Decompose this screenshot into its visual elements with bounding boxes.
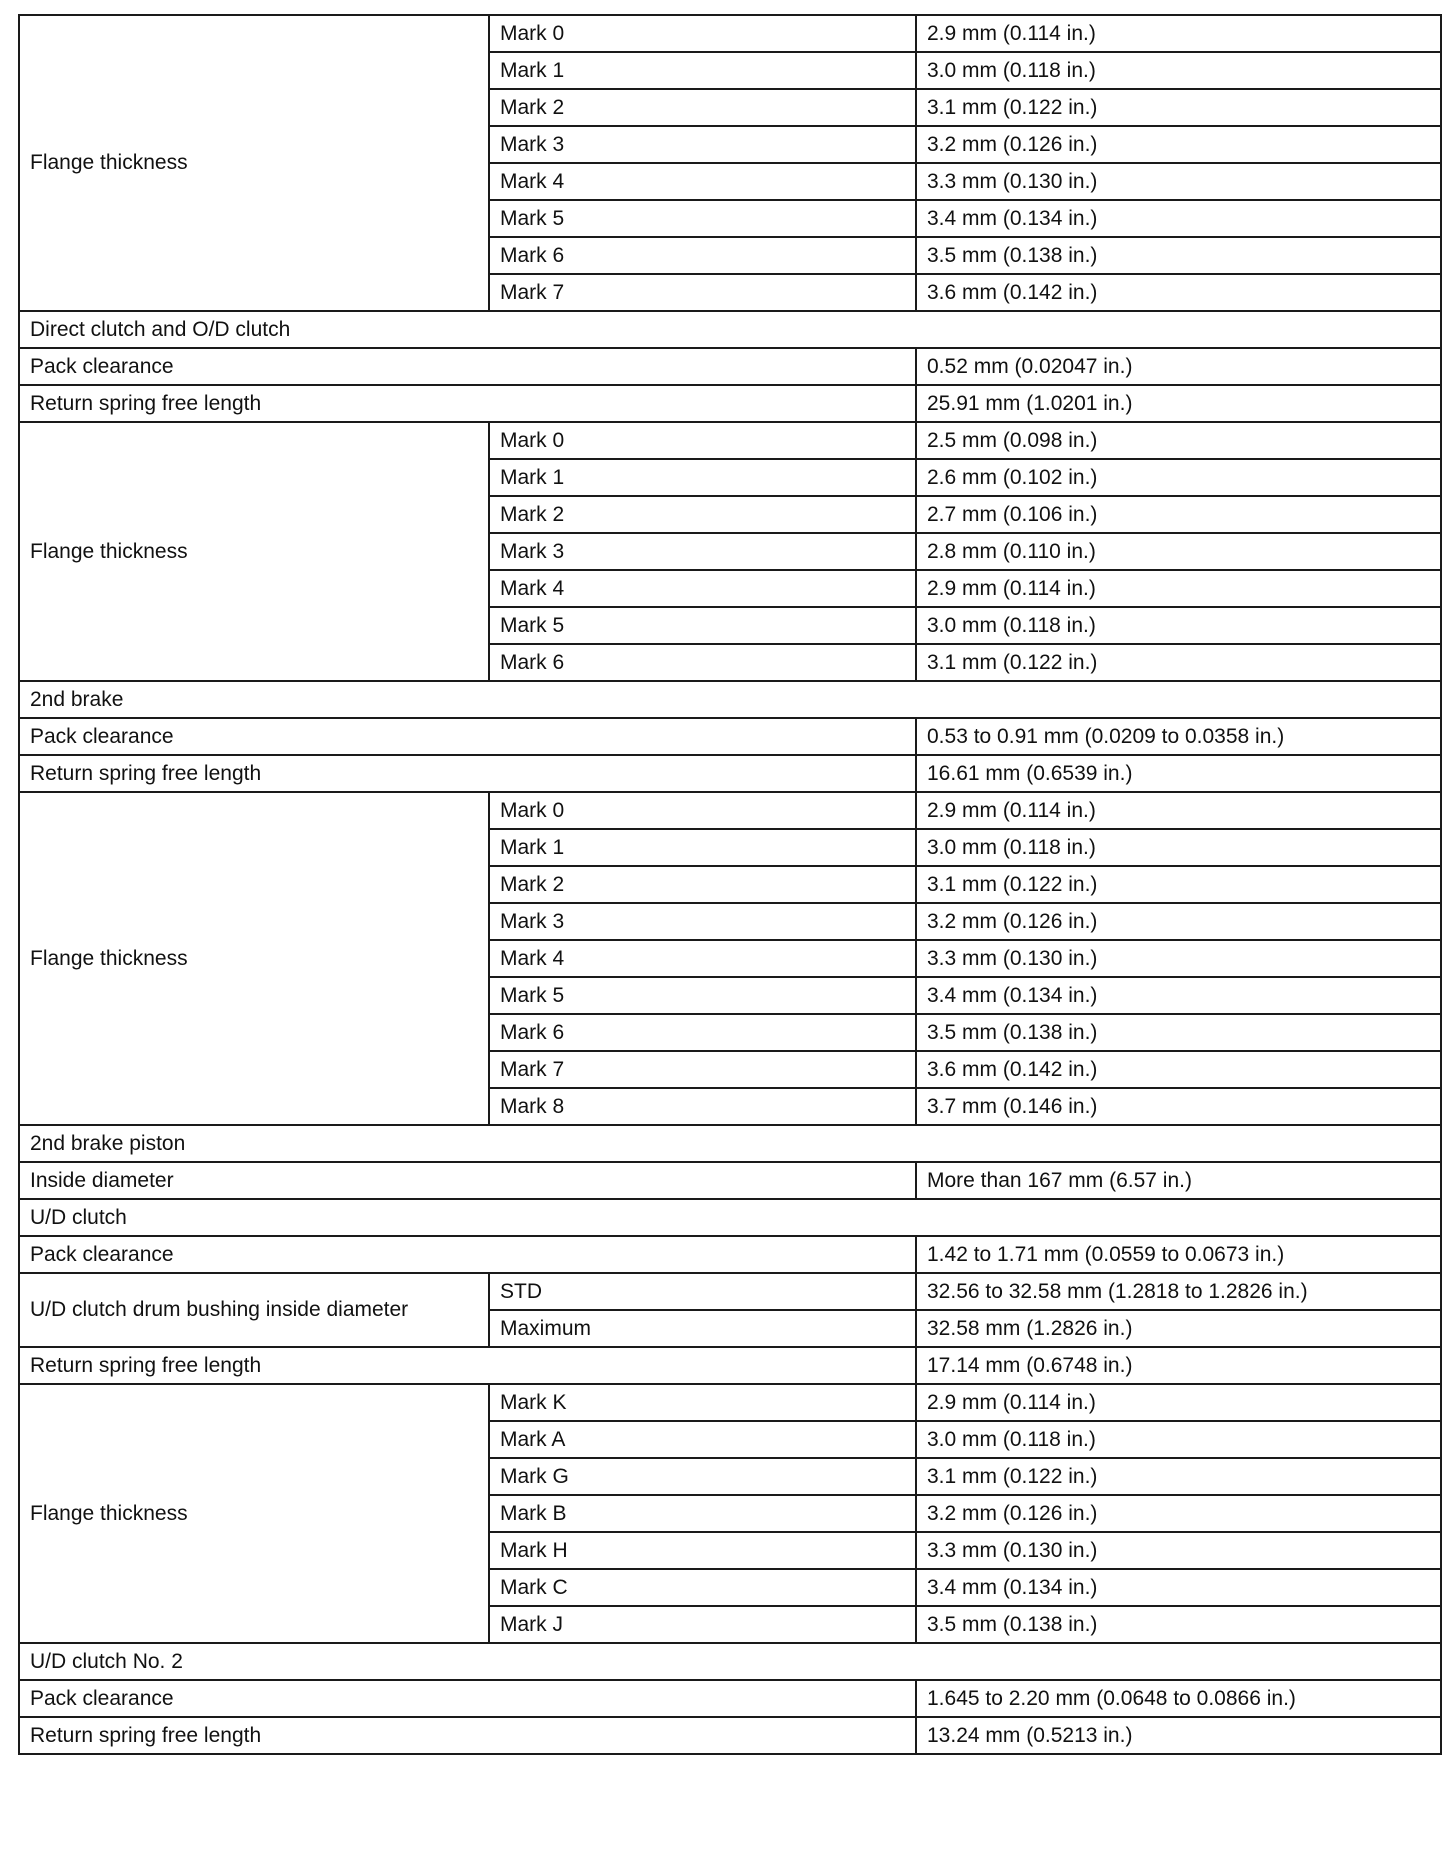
section-heading: U/D clutch <box>19 1199 1441 1236</box>
spec-value: 3.1 mm (0.122 in.) <box>916 1458 1441 1495</box>
spec-group-label: Flange thickness <box>19 1384 489 1643</box>
spec-mark: Mark 3 <box>489 126 916 163</box>
spec-value: 3.0 mm (0.118 in.) <box>916 1421 1441 1458</box>
spec-value: 17.14 mm (0.6748 in.) <box>916 1347 1441 1384</box>
spec-mark: Mark 0 <box>489 15 916 52</box>
spec-value: 3.1 mm (0.122 in.) <box>916 89 1441 126</box>
spec-value: 1.42 to 1.71 mm (0.0559 to 0.0673 in.) <box>916 1236 1441 1273</box>
spec-value: 3.2 mm (0.126 in.) <box>916 126 1441 163</box>
spec-mark: Mark 1 <box>489 52 916 89</box>
spec-value: 3.5 mm (0.138 in.) <box>916 237 1441 274</box>
spec-mark: Mark 4 <box>489 163 916 200</box>
spec-mark: Mark 1 <box>489 459 916 496</box>
spec-row <box>19 1384 1441 1421</box>
spec-mark: Mark 2 <box>489 496 916 533</box>
spec-row <box>19 718 1441 755</box>
spec-mark: Mark 5 <box>489 977 916 1014</box>
specification-table <box>18 14 1442 1755</box>
spec-value: 0.53 to 0.91 mm (0.0209 to 0.0358 in.) <box>916 718 1441 755</box>
spec-value: 3.2 mm (0.126 in.) <box>916 903 1441 940</box>
spec-value: 2.9 mm (0.114 in.) <box>916 1384 1441 1421</box>
section-row <box>19 681 1441 718</box>
spec-value: 3.7 mm (0.146 in.) <box>916 1088 1441 1125</box>
spec-mark: STD <box>489 1273 916 1310</box>
spec-row <box>19 422 1441 459</box>
spec-row <box>19 1236 1441 1273</box>
spec-value: 3.4 mm (0.134 in.) <box>916 1569 1441 1606</box>
spec-value: 16.61 mm (0.6539 in.) <box>916 755 1441 792</box>
section-row <box>19 1125 1441 1162</box>
section-heading: 2nd brake <box>19 681 1441 718</box>
section-heading: Direct clutch and O/D clutch <box>19 311 1441 348</box>
spec-group-label: U/D clutch drum bushing inside diameter <box>19 1273 489 1347</box>
spec-value: 3.1 mm (0.122 in.) <box>916 866 1441 903</box>
spec-value: 32.56 to 32.58 mm (1.2818 to 1.2826 in.) <box>916 1273 1441 1310</box>
spec-value: 3.4 mm (0.134 in.) <box>916 977 1441 1014</box>
spec-value: 25.91 mm (1.0201 in.) <box>916 385 1441 422</box>
section-row <box>19 311 1441 348</box>
spec-value: 3.0 mm (0.118 in.) <box>916 829 1441 866</box>
spec-value: 2.9 mm (0.114 in.) <box>916 15 1441 52</box>
spec-mark: Mark B <box>489 1495 916 1532</box>
spec-mark: Maximum <box>489 1310 916 1347</box>
spec-mark: Mark K <box>489 1384 916 1421</box>
section-row <box>19 1643 1441 1680</box>
spec-mark: Mark 0 <box>489 422 916 459</box>
spec-label: Pack clearance <box>19 718 916 755</box>
spec-row <box>19 385 1441 422</box>
spec-mark: Mark 4 <box>489 570 916 607</box>
spec-mark: Mark 8 <box>489 1088 916 1125</box>
spec-mark: Mark 2 <box>489 866 916 903</box>
spec-value: 2.8 mm (0.110 in.) <box>916 533 1441 570</box>
spec-value: 1.645 to 2.20 mm (0.0648 to 0.0866 in.) <box>916 1680 1441 1717</box>
spec-value: 2.9 mm (0.114 in.) <box>916 570 1441 607</box>
spec-mark: Mark 6 <box>489 237 916 274</box>
spec-mark: Mark H <box>489 1532 916 1569</box>
spec-mark: Mark 3 <box>489 533 916 570</box>
spec-mark: Mark J <box>489 1606 916 1643</box>
spec-row <box>19 1273 1441 1310</box>
spec-value: 2.6 mm (0.102 in.) <box>916 459 1441 496</box>
spec-value: 3.5 mm (0.138 in.) <box>916 1606 1441 1643</box>
spec-value: 3.6 mm (0.142 in.) <box>916 1051 1441 1088</box>
spec-row <box>19 755 1441 792</box>
spec-mark: Mark C <box>489 1569 916 1606</box>
spec-mark: Mark A <box>489 1421 916 1458</box>
spec-value: 3.1 mm (0.122 in.) <box>916 644 1441 681</box>
section-row <box>19 1199 1441 1236</box>
spec-mark: Mark 7 <box>489 1051 916 1088</box>
spec-value: 3.0 mm (0.118 in.) <box>916 52 1441 89</box>
spec-value: 32.58 mm (1.2826 in.) <box>916 1310 1441 1347</box>
spec-row <box>19 15 1441 52</box>
spec-value: 0.52 mm (0.02047 in.) <box>916 348 1441 385</box>
spec-value: 3.3 mm (0.130 in.) <box>916 940 1441 977</box>
spec-label: Return spring free length <box>19 755 916 792</box>
spec-label: Pack clearance <box>19 1680 916 1717</box>
spec-value: More than 167 mm (6.57 in.) <box>916 1162 1441 1199</box>
spec-row <box>19 1347 1441 1384</box>
spec-mark: Mark 5 <box>489 607 916 644</box>
section-heading: 2nd brake piston <box>19 1125 1441 1162</box>
spec-value: 2.5 mm (0.098 in.) <box>916 422 1441 459</box>
spec-group-label: Flange thickness <box>19 792 489 1125</box>
spec-mark: Mark 1 <box>489 829 916 866</box>
spec-label: Pack clearance <box>19 348 916 385</box>
spec-label: Return spring free length <box>19 385 916 422</box>
specification-table-body <box>19 15 1441 1754</box>
spec-label: Return spring free length <box>19 1717 916 1754</box>
spec-mark: Mark 2 <box>489 89 916 126</box>
spec-label: Inside diameter <box>19 1162 916 1199</box>
spec-value: 13.24 mm (0.5213 in.) <box>916 1717 1441 1754</box>
spec-mark: Mark 4 <box>489 940 916 977</box>
spec-group-label: Flange thickness <box>19 15 489 311</box>
spec-label: Pack clearance <box>19 1236 916 1273</box>
spec-value: 3.3 mm (0.130 in.) <box>916 1532 1441 1569</box>
spec-value: 3.2 mm (0.126 in.) <box>916 1495 1441 1532</box>
spec-value: 2.9 mm (0.114 in.) <box>916 792 1441 829</box>
spec-value: 2.7 mm (0.106 in.) <box>916 496 1441 533</box>
spec-mark: Mark 0 <box>489 792 916 829</box>
spec-mark: Mark 5 <box>489 200 916 237</box>
spec-value: 3.3 mm (0.130 in.) <box>916 163 1441 200</box>
spec-value: 3.5 mm (0.138 in.) <box>916 1014 1441 1051</box>
spec-mark: Mark 7 <box>489 274 916 311</box>
spec-row <box>19 348 1441 385</box>
spec-row <box>19 792 1441 829</box>
spec-mark: Mark 6 <box>489 644 916 681</box>
spec-row <box>19 1717 1441 1754</box>
spec-row <box>19 1680 1441 1717</box>
spec-value: 3.0 mm (0.118 in.) <box>916 607 1441 644</box>
spec-value: 3.4 mm (0.134 in.) <box>916 200 1441 237</box>
spec-label: Return spring free length <box>19 1347 916 1384</box>
spec-mark: Mark 6 <box>489 1014 916 1051</box>
spec-value: 3.6 mm (0.142 in.) <box>916 274 1441 311</box>
section-heading: U/D clutch No. 2 <box>19 1643 1441 1680</box>
spec-mark: Mark G <box>489 1458 916 1495</box>
spec-row <box>19 1162 1441 1199</box>
spec-group-label: Flange thickness <box>19 422 489 681</box>
spec-mark: Mark 3 <box>489 903 916 940</box>
